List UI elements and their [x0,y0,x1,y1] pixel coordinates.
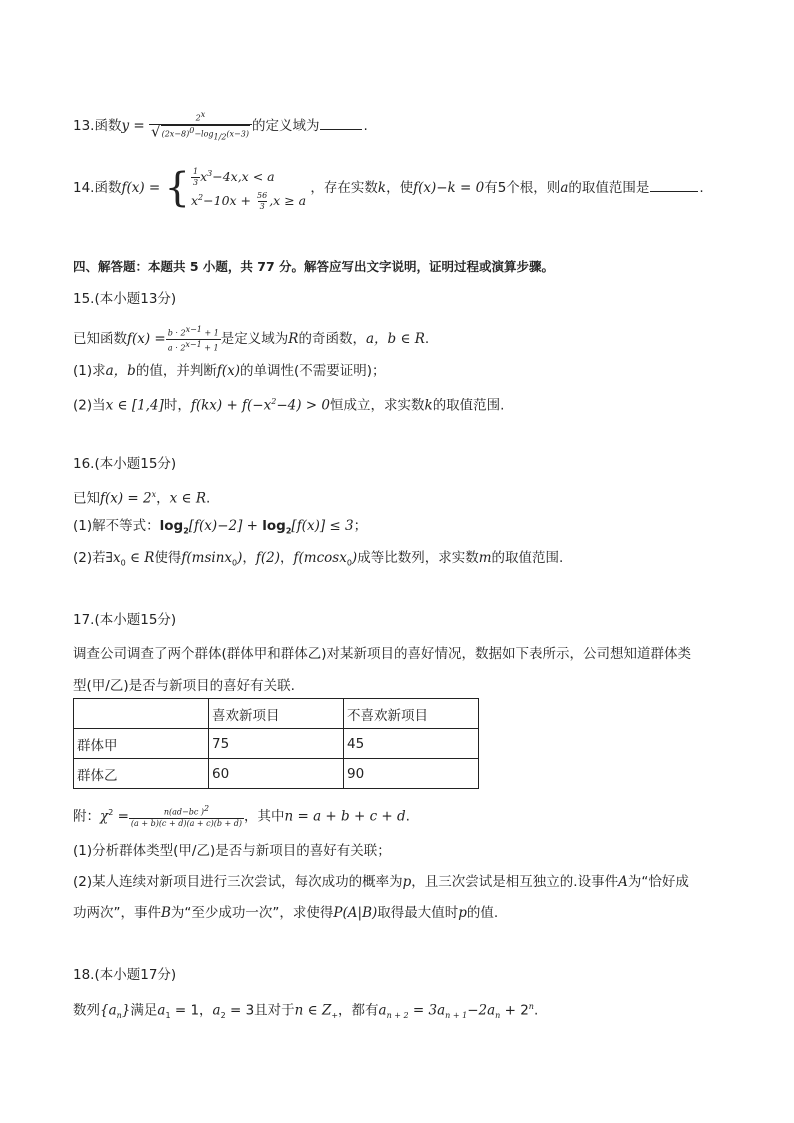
q13-prefix: 13.函数 [73,117,122,134]
table-header-row [74,699,479,729]
q18-stem: 数列$\{a_n\}$满足$a_1 = 1$，$a_2 = 3$且对于n ∈ $Z_+$，都有$a_{n + 2} = 3a_{n + 1}-2a_n + 2^n$. [73,1002,539,1021]
table-row [74,759,479,789]
q14-line: 14.函数f(x) = { $\frac{1}{3}$ $x^3-4x,x < a$ $x^2-10x$ + $\frac{56}{3}$ ,x ≥ a ，存在实数k，使f(x)−k = 0有5个根，则a的取值范围是 . [73,165,704,212]
table-cell: 45 [344,729,479,759]
q15-part1: (1)求a，b的值，并判断f(x)的单调性(不需要证明)； [73,363,386,379]
q16-title: 16.(本小题15分) [73,456,177,472]
q18-title: 18.(本小题17分) [73,967,177,983]
q17-title: 17.(本小题15分) [73,612,177,628]
q14-prefix: 14.函数 [73,180,122,197]
section-4-heading: 四、解答题：本题共 5 小题，共 77 分。解答应写出文字说明，证明过程或演算步骤。 [73,259,555,274]
q15-part2: (2)当x ∈ [1,4]时，$f(kx) + f(-x^2-4) > 0$恒成立，求实数k的取值范围. [73,397,505,414]
q17-intro-line1: 调查公司调查了两个群体(群体甲和群体乙)对某新项目的喜好情况，数据如下表所示，公司想知道群体类 [73,646,692,662]
q13-answer-blank[interactable] [320,117,362,130]
q16-stem: 已知$f(x) = 2^x$，x ∈ R. [73,490,211,507]
q16-part2: (2)若$\exists x_0$ ∈ R使得f(msinx$_0$)，f(2)，f(mcosx$_0$)成等比数列，求实数m的取值范围. [73,550,564,568]
q13-line: 13.函数y = $\frac{2^x}{√(2x-8)^0-\log_{1/2}(x-3)}$ 的定义域为 . [73,110,368,141]
table-cell: 60 [209,759,344,789]
table-cell: 群体甲 [74,729,209,759]
q13-suffix: 的定义域为 [251,117,320,134]
table-cell: 群体乙 [74,759,209,789]
q17-part2-line1: (2)某人连续对新项目进行三次尝试，每次成功的概率为p，且三次尝试是相互独立的.设事件A为“恰好成 [73,874,689,890]
q15-fraction: $\frac{b \cdot 2^{x-1} + 1}{a \cdot 2^{x-1} + 1}$ [167,325,219,353]
table-cell: 90 [344,759,479,789]
survey-table [73,698,479,789]
q17-intro-line2: 型(甲/乙)是否与新项目的喜好有关联. [73,678,295,694]
q17-part1: (1)分析群体类型(甲/乙)是否与新项目的喜好有关联； [73,843,391,859]
q17-formula-note: 附：$\chi^2$ = $\frac{n(ad-bc )^2}{(a + b)(c + d)(a + c)(b + d)}$ ，其中n = a + b + c + d. [73,804,410,828]
q17-part2-line2: 功两次”，事件B为“至少成功一次”，求使得P(A|B)取得最大值时p的值. [73,905,499,921]
table-header-cell: 不喜欢新项目 [344,699,479,729]
q15-title: 15.(本小题13分) [73,291,177,307]
q14-cases: $\frac{1}{3}$ $x^3-4x,x < a$ $x^2-10x$ + $\frac{56}{3}$ ,x ≥ a [190,167,307,212]
table-header-cell: 喜欢新项目 [209,699,344,729]
q15-stem: 已知函数f(x) = $\frac{b \cdot 2^{x-1} + 1}{a \cdot 2^{x-1} + 1}$ 是定义域为R的奇函数，a，b ∈ R. [73,325,430,353]
chi-square-fraction: $\frac{n(ad-bc )^2}{(a + b)(c + d)(a + c)(b + d)}$ [130,804,242,828]
q14-answer-blank[interactable] [650,179,698,192]
piecewise-brace: { [164,165,190,212]
table-header-cell [74,699,209,729]
table-row [74,729,479,759]
table-cell: 75 [209,729,344,759]
q13-fraction: $\frac{2^x}{√(2x-8)^0-\log_{1/2}(x-3)}$ [149,110,252,142]
q16-part1: (1)解不等式：$\log_2[f(x)-2] + \log_2[f(x)] \le 3$； [73,518,368,536]
